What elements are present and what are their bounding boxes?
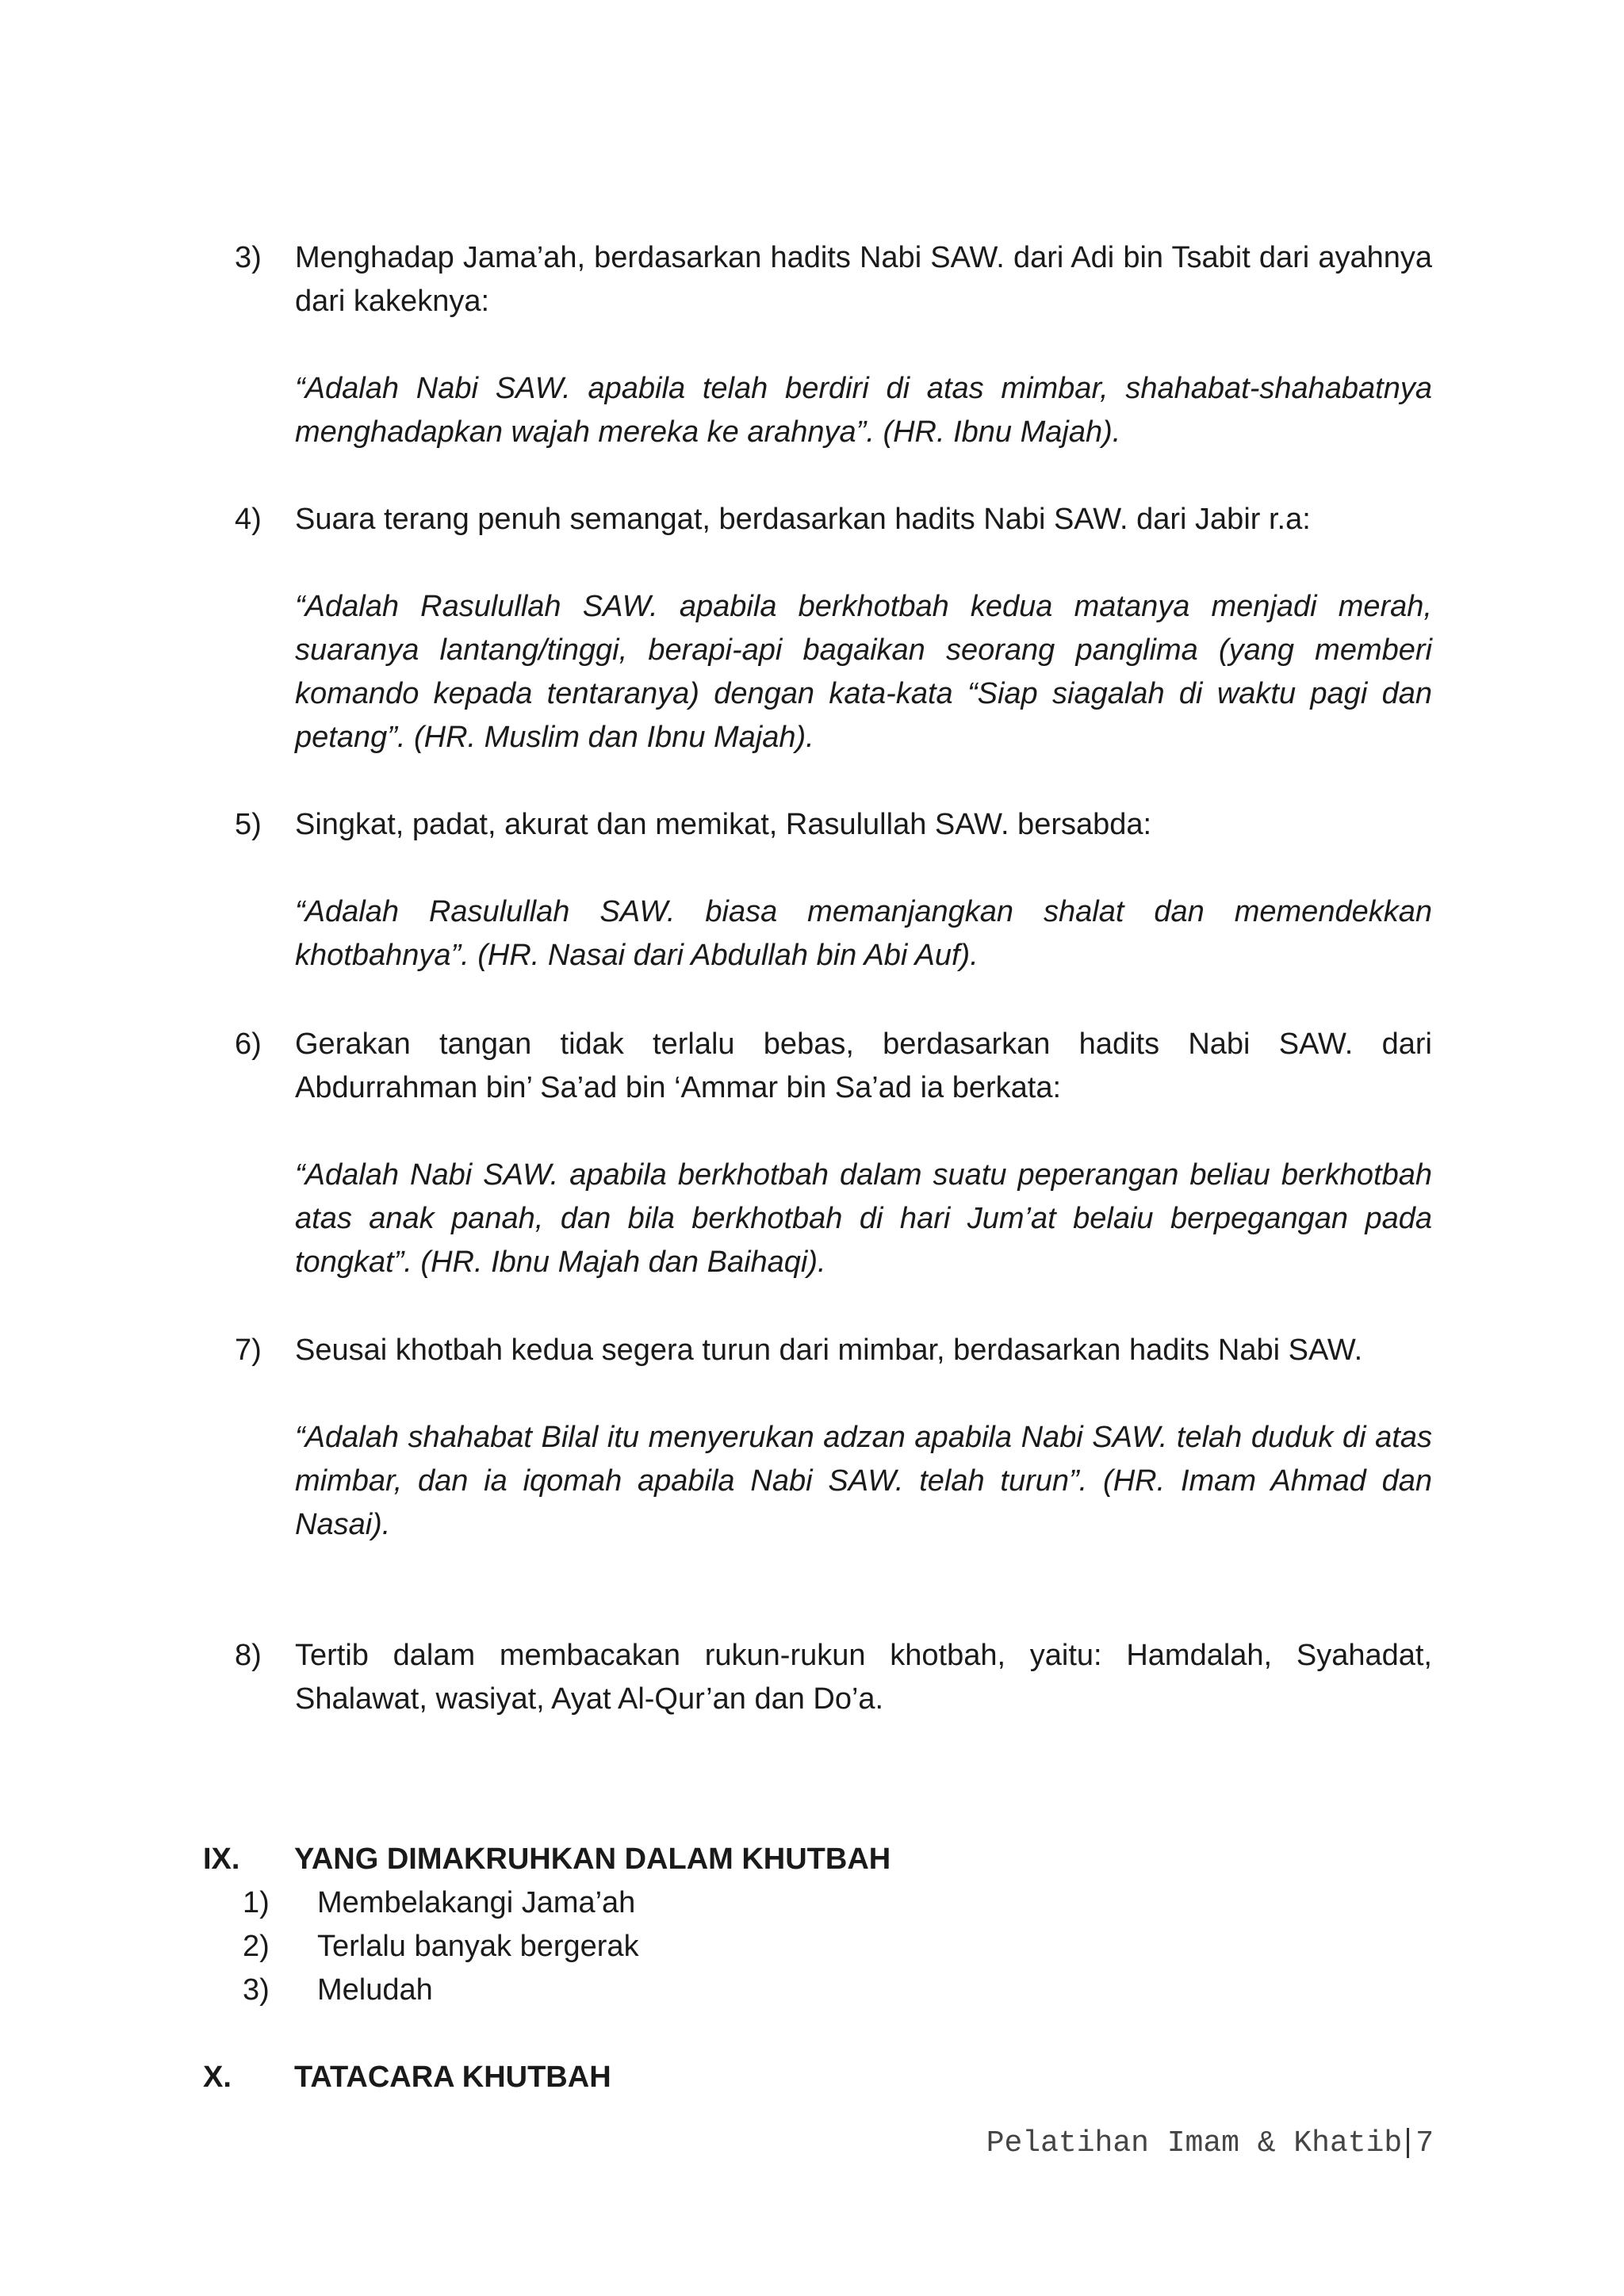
- item-text: Singkat, padat, akurat dan memikat, Rasulullah SAW. bersabda:: [295, 808, 1152, 841]
- list-item-4: [235, 498, 1432, 760]
- section-number: IX.: [203, 1843, 240, 1876]
- item-text: Seusai khotbah kedua segera turun dari mimbar, berdasarkan hadits Nabi SAW.: [295, 1334, 1363, 1367]
- item-text: Menghadap Jama’ah, berdasarkan hadits Nabi SAW. dari Adi bin Tsabit dari ayahnya dari kakeknya:: [295, 241, 1432, 318]
- section-title: YANG DIMAKRUHKAN DALAM KHUTBAH: [294, 1843, 891, 1876]
- section-heading: [203, 2056, 1432, 2099]
- hadith-quote: “Adalah Nabi SAW. apabila telah berdiri di atas mimbar, shahabat-shahabatnya menghadapkan wajah mereka ke arahnya”. (HR. Ibnu Majah).: [295, 372, 1432, 449]
- sub-text: Membelakangi Jama’ah: [317, 1886, 636, 1919]
- list-item-5: [235, 803, 1432, 978]
- hadith-quote: “Adalah Rasulullah SAW. apabila berkhotbah kedua matanya menjadi merah, suaranya lantang/tinggi, berapi-api bagaikan seorang panglima (yang memberi komando kepada tentaranya) dengan kata-kata “Siap siagalah di waktu pagi dan petang”. (HR. Muslim dan Ibnu Majah).: [295, 590, 1432, 754]
- item-number: 6): [235, 1027, 262, 1061]
- sub-number: 2): [243, 1930, 270, 1963]
- section-x: [203, 2056, 1432, 2099]
- hadith-quote: “Adalah Nabi SAW. apabila berkhotbah dalam suatu peperangan beliau berkhotbah atas anak panah, dan bila berkhotbah di hari Jum’at belaiu berpegangan pada tongkat”. (HR. Ibnu Majah dan Baihaqi).: [295, 1158, 1432, 1279]
- section-title: TATACARA KHUTBAH: [294, 2061, 611, 2094]
- item-number: 7): [235, 1334, 262, 1367]
- sub-number: 1): [243, 1886, 270, 1919]
- section-heading: [203, 1838, 1432, 1881]
- item-number: 5): [235, 808, 262, 841]
- section-ix: [203, 1838, 1432, 2012]
- sub-text: Terlalu banyak bergerak: [317, 1930, 639, 1963]
- hadith-quote: “Adalah Rasulullah SAW. biasa memanjangkan shalat dan memendekkan khotbahnya”. (HR. Nasai dari Abdullah bin Abi Auf).: [295, 895, 1432, 972]
- list-item-6: [235, 1023, 1432, 1284]
- item-number: 4): [235, 503, 262, 536]
- list-item: [243, 1969, 1432, 2012]
- item-number: 8): [235, 1639, 262, 1672]
- item-text: Tertib dalam membacakan rukun-rukun khotbah, yaitu: Hamdalah, Syahadat, Shalawat, wasiyat, Ayat Al-Qur’an dan Do’a.: [295, 1639, 1432, 1716]
- list-item: [243, 1881, 1432, 1925]
- sub-number: 3): [243, 1973, 270, 2007]
- list-item-7: [235, 1329, 1432, 1547]
- list-item-8: [235, 1634, 1432, 1721]
- page-number: 7: [1415, 2126, 1434, 2160]
- sub-text: Meludah: [317, 1973, 433, 2007]
- list-item: [243, 1925, 1432, 1969]
- page-footer: [986, 2126, 1434, 2160]
- list-item-3: [235, 236, 1432, 454]
- hadith-quote: “Adalah shahabat Bilal itu menyerukan adzan apabila Nabi SAW. telah duduk di atas mimbar, dan ia iqomah apabila Nabi SAW. telah turun”. (HR. Imam Ahmad dan Nasai).: [295, 1421, 1432, 1541]
- footer-title: Pelatihan Imam & Khatib: [986, 2126, 1403, 2160]
- item-text: Gerakan tangan tidak terlalu bebas, berdasarkan hadits Nabi SAW. dari Abdurrahman bin’ Sa’ad bin ‘Ammar bin Sa’ad ia berkata:: [295, 1027, 1432, 1104]
- item-number: 3): [235, 241, 262, 274]
- item-text: Suara terang penuh semangat, berdasarkan hadits Nabi SAW. dari Jabir r.a:: [295, 503, 1311, 536]
- section-number: X.: [203, 2061, 232, 2094]
- footer-divider: [1407, 2128, 1409, 2158]
